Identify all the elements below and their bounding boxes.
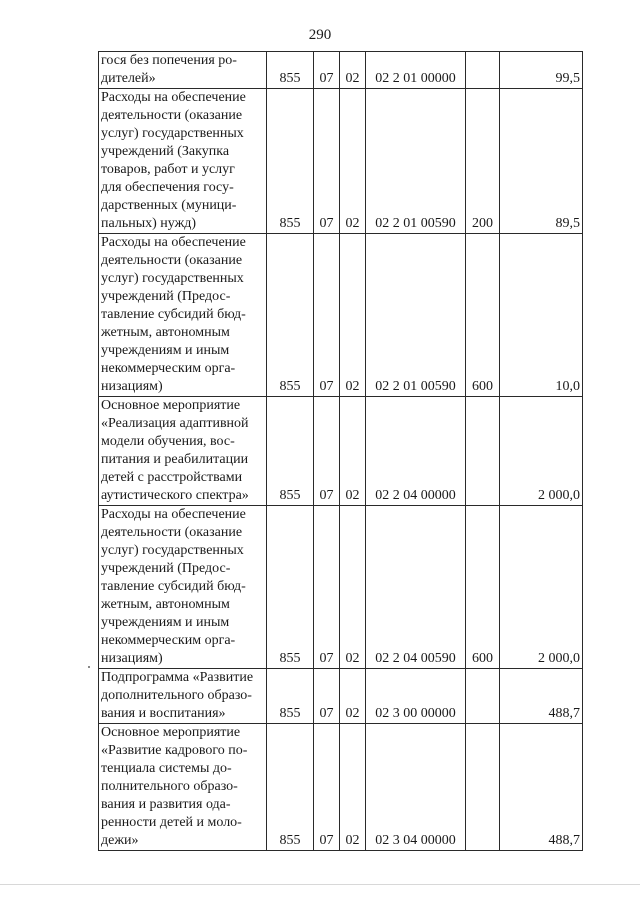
row-subsection: 02: [340, 669, 366, 724]
row-description: Расходы на обеспечение деятельности (оказание услуг) государственных учреждений (Предос- тавление субсидий бюд- жетным, автономным учреждениям и иным некоммерческим орга- низациям): [99, 506, 267, 669]
table-row: [99, 52, 583, 89]
table-row: [99, 397, 583, 506]
row-section: 07: [314, 397, 340, 506]
row-description: Основное мероприятие «Реализация адаптивной модели обучения, вос- питания и реабилитации детей с расстройствами аутистического спектра»: [99, 397, 267, 506]
scan-speck: [88, 666, 90, 668]
row-expense-type: 600: [466, 506, 500, 669]
row-section: 07: [314, 89, 340, 234]
row-expense-type: [466, 52, 500, 89]
row-amount: 488,7: [500, 724, 583, 851]
row-amount: 2 000,0: [500, 506, 583, 669]
row-target-code: 02 2 01 00000: [366, 52, 466, 89]
row-admin-code: 855: [267, 89, 314, 234]
row-section: 07: [314, 669, 340, 724]
row-description: Расходы на обеспечение деятельности (оказание услуг) государственных учреждений (Закупка товаров, работ и услуг для обеспечения госу- дарственных (муници- пальных) нужд): [99, 89, 267, 234]
row-admin-code: 855: [267, 234, 314, 397]
row-section: 07: [314, 506, 340, 669]
row-admin-code: 855: [267, 506, 314, 669]
row-target-code: 02 2 04 00000: [366, 397, 466, 506]
table-row: [99, 506, 583, 669]
row-admin-code: 855: [267, 397, 314, 506]
row-expense-type: [466, 724, 500, 851]
budget-table-body: [99, 52, 583, 851]
row-expense-type: [466, 397, 500, 506]
row-subsection: 02: [340, 234, 366, 397]
row-description: Основное мероприятие «Развитие кадрового по- тенциала системы до- полнительного образо- вания и развития ода- ренности детей и моло- дежи»: [99, 724, 267, 851]
row-description: гося без попечения ро- дителей»: [99, 52, 267, 89]
table-row: [99, 669, 583, 724]
budget-table: [98, 51, 583, 851]
table-row: [99, 724, 583, 851]
row-section: 07: [314, 234, 340, 397]
row-expense-type: 200: [466, 89, 500, 234]
row-target-code: 02 2 04 00590: [366, 506, 466, 669]
scan-edge-line: [0, 884, 640, 885]
row-amount: 89,5: [500, 89, 583, 234]
row-subsection: 02: [340, 724, 366, 851]
row-description: Расходы на обеспечение деятельности (оказание услуг) государственных учреждений (Предос- тавление субсидий бюд- жетным, автономным учреждениям и иным некоммерческим орга- низациям): [99, 234, 267, 397]
row-expense-type: 600: [466, 234, 500, 397]
row-subsection: 02: [340, 397, 366, 506]
row-admin-code: 855: [267, 52, 314, 89]
row-section: 07: [314, 724, 340, 851]
table-row: [99, 89, 583, 234]
row-subsection: 02: [340, 506, 366, 669]
row-admin-code: 855: [267, 724, 314, 851]
row-amount: 10,0: [500, 234, 583, 397]
row-section: 07: [314, 52, 340, 89]
page-number: 290: [308, 27, 332, 43]
table-row: [99, 234, 583, 397]
row-subsection: 02: [340, 89, 366, 234]
row-target-code: 02 3 00 00000: [366, 669, 466, 724]
row-target-code: 02 2 01 00590: [366, 89, 466, 234]
row-subsection: 02: [340, 52, 366, 89]
row-target-code: 02 2 01 00590: [366, 234, 466, 397]
row-amount: 488,7: [500, 669, 583, 724]
row-description: Подпрограмма «Развитие дополнительного образо- вания и воспитания»: [99, 669, 267, 724]
row-target-code: 02 3 04 00000: [366, 724, 466, 851]
row-amount: 99,5: [500, 52, 583, 89]
row-expense-type: [466, 669, 500, 724]
row-admin-code: 855: [267, 669, 314, 724]
row-amount: 2 000,0: [500, 397, 583, 506]
